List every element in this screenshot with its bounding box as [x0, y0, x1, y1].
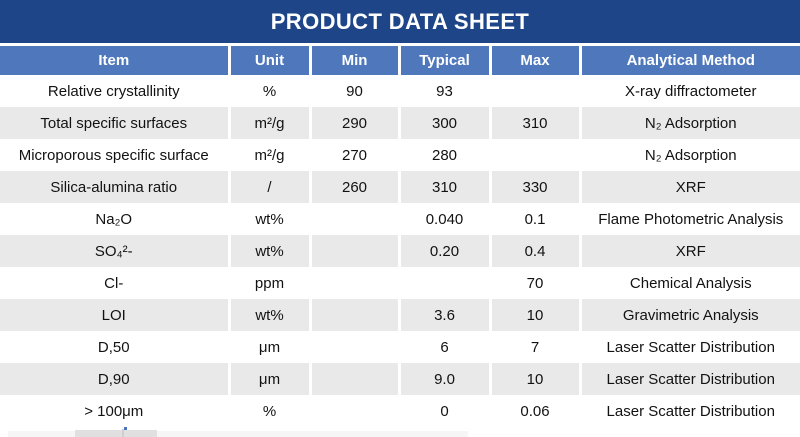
cell-method: XRF	[580, 235, 800, 267]
cell-typical: 6	[399, 331, 490, 363]
column-header-unit: Unit	[229, 46, 310, 75]
table-row	[0, 299, 800, 331]
cell-method: Laser Scatter Distribution	[580, 331, 800, 363]
column-header-min: Min	[310, 46, 399, 75]
cell-typical: 0.040	[399, 203, 490, 235]
table-row	[0, 75, 800, 107]
cell-item: D,50	[0, 331, 229, 363]
table-row	[0, 171, 800, 203]
cell-min	[310, 267, 399, 299]
cell-min	[310, 395, 399, 427]
cell-unit: wt%	[229, 299, 310, 331]
cell-item: > 100μm	[0, 395, 229, 427]
cell-max: 10	[490, 299, 580, 331]
cell-unit: μm	[229, 363, 310, 395]
cell-min	[310, 203, 399, 235]
cell-method: X-ray diffractometer	[580, 75, 800, 107]
cell-unit: %	[229, 395, 310, 427]
cell-item: SO₄²-	[0, 235, 229, 267]
cell-method: Chemical Analysis	[580, 267, 800, 299]
cell-method: Laser Scatter Distribution	[580, 363, 800, 395]
table-row	[0, 203, 800, 235]
column-header-typical: Typical	[399, 46, 490, 75]
column-header-analytical-method: Analytical Method	[580, 46, 800, 75]
cell-typical: 9.0	[399, 363, 490, 395]
cell-min: 260	[310, 171, 399, 203]
cell-item: Cl-	[0, 267, 229, 299]
header-row	[0, 46, 800, 75]
cell-max: 310	[490, 107, 580, 139]
cell-item: Total specific surfaces	[0, 107, 229, 139]
table-row	[0, 235, 800, 267]
table-row	[0, 395, 800, 427]
cell-method: N₂ Adsorption	[580, 107, 800, 139]
cell-method: Laser Scatter Distribution	[580, 395, 800, 427]
partial-next-row	[0, 427, 800, 437]
table-body	[0, 75, 800, 427]
cell-unit: /	[229, 171, 310, 203]
cell-typical: 300	[399, 107, 490, 139]
cell-max: 7	[490, 331, 580, 363]
cell-typical: 310	[399, 171, 490, 203]
table-row	[0, 139, 800, 171]
cell-max	[490, 75, 580, 107]
cell-max	[490, 139, 580, 171]
table-row	[0, 363, 800, 395]
cell-max: 330	[490, 171, 580, 203]
cell-item: Silica-alumina ratio	[0, 171, 229, 203]
data-table	[0, 46, 800, 427]
cell-min	[310, 235, 399, 267]
cell-unit: wt%	[229, 235, 310, 267]
cell-max: 0.06	[490, 395, 580, 427]
cell-method: N₂ Adsorption	[580, 139, 800, 171]
cell-item: Relative crystallinity	[0, 75, 229, 107]
cell-item: LOI	[0, 299, 229, 331]
table-row	[0, 331, 800, 363]
cell-typical: 93	[399, 75, 490, 107]
cell-item: Microporous specific surface	[0, 139, 229, 171]
cell-item: Na₂O	[0, 203, 229, 235]
cell-max: 10	[490, 363, 580, 395]
cell-min: 290	[310, 107, 399, 139]
cell-item: D,90	[0, 363, 229, 395]
cell-max: 0.4	[490, 235, 580, 267]
table-row	[0, 267, 800, 299]
cell-method: XRF	[580, 171, 800, 203]
cell-typical: 0	[399, 395, 490, 427]
column-header-max: Max	[490, 46, 580, 75]
cell-unit: wt%	[229, 203, 310, 235]
cell-max: 0.1	[490, 203, 580, 235]
table-row	[0, 107, 800, 139]
cell-unit: m²/g	[229, 139, 310, 171]
page-title: PRODUCT DATA SHEET	[270, 8, 530, 34]
cutoff-separator-line	[122, 429, 124, 437]
cell-min: 90	[310, 75, 399, 107]
cutoff-blue-dot	[124, 427, 127, 430]
cell-typical: 0.20	[399, 235, 490, 267]
cell-max: 70	[490, 267, 580, 299]
cell-typical: 3.6	[399, 299, 490, 331]
cell-typical	[399, 267, 490, 299]
cell-unit: μm	[229, 331, 310, 363]
column-header-item: Item	[0, 46, 229, 75]
cell-typical: 280	[399, 139, 490, 171]
title-bar	[0, 0, 800, 43]
cell-unit: %	[229, 75, 310, 107]
cell-method: Gravimetric Analysis	[580, 299, 800, 331]
cell-method: Flame Photometric Analysis	[580, 203, 800, 235]
cell-min: 270	[310, 139, 399, 171]
cutoff-text-smudge	[75, 430, 157, 437]
cell-unit: ppm	[229, 267, 310, 299]
cell-min	[310, 299, 399, 331]
cell-unit: m²/g	[229, 107, 310, 139]
cell-min	[310, 363, 399, 395]
cell-min	[310, 331, 399, 363]
